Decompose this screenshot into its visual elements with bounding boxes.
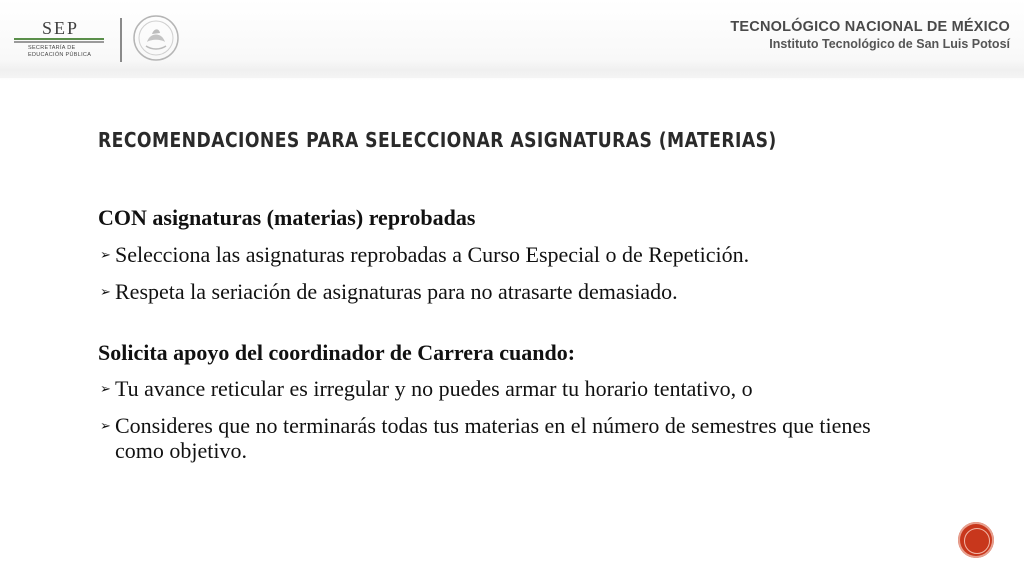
sep-logo-subtitle: SECRETARÍA DE EDUCACIÓN PÚBLICA bbox=[28, 45, 92, 58]
sep-logo-word: SEP bbox=[42, 18, 80, 38]
list-item-text: Selecciona las asignaturas reprobadas a Curso Especial o de Repetición. bbox=[115, 242, 750, 267]
header-shadow bbox=[0, 60, 1024, 80]
arrow-bullet-icon: ➢ bbox=[100, 382, 111, 397]
list-item bbox=[98, 279, 918, 304]
logo-divider bbox=[120, 18, 122, 62]
list-item-text: Consideres que no terminarás todas tus materias en el número de semestres que tienes como objetivo. bbox=[115, 413, 871, 463]
institution-title: TECNOLÓGICO NACIONAL DE MÉXICO bbox=[730, 19, 1010, 35]
sep-logo bbox=[14, 18, 109, 62]
slide-nav-button[interactable] bbox=[958, 522, 994, 558]
arrow-bullet-icon: ➢ bbox=[100, 285, 111, 300]
list-item-text: Respeta la seriación de asignaturas para no atrasarte demasiado. bbox=[115, 279, 678, 304]
mexico-seal-icon bbox=[132, 14, 180, 62]
institution-subtitle: Instituto Tecnológico de San Luis Potosí bbox=[769, 37, 1010, 51]
list-item bbox=[98, 376, 918, 401]
slide-body bbox=[98, 205, 918, 463]
arrow-bullet-icon: ➢ bbox=[100, 248, 111, 263]
arrow-bullet-icon: ➢ bbox=[100, 419, 111, 434]
list-item bbox=[98, 242, 918, 267]
list-item-text: Tu avance reticular es irregular y no puedes armar tu horario tentativo, o bbox=[115, 376, 753, 401]
list-item bbox=[98, 413, 918, 463]
section-heading: CON asignaturas (materias) reprobadas bbox=[98, 205, 476, 230]
section-heading: Solicita apoyo del coordinador de Carrera cuando: bbox=[98, 340, 576, 365]
sep-logo-lines bbox=[14, 38, 104, 43]
circle-ring-icon bbox=[964, 528, 990, 554]
slide-title: RECOMENDACIONES PARA SELECCIONAR ASIGNATURAS (MATERIAS) bbox=[98, 128, 777, 152]
